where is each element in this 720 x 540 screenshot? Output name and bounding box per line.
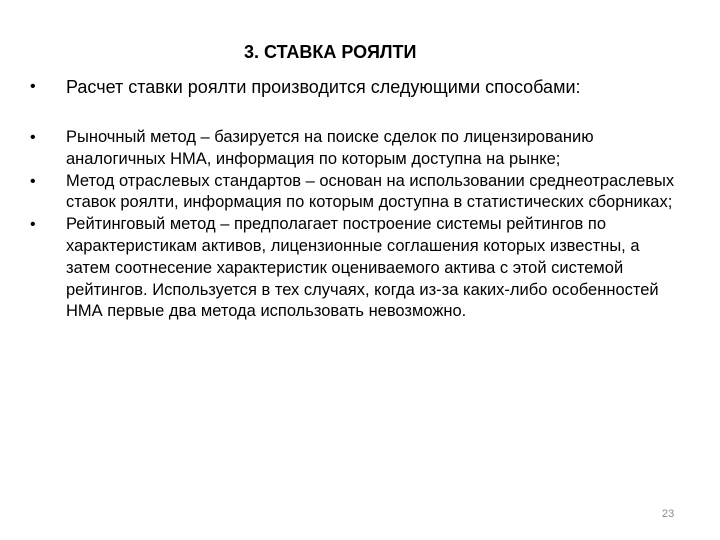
slide-title: 3. СТАВКА РОЯЛТИ (244, 42, 417, 62)
page-number: 23 (662, 508, 675, 520)
list-item (30, 127, 675, 171)
method-text: Рейтинговый метод – предполагает построение системы рейтингов по характеристикам активов, лицензионные соглашения которых известны, а затем соотнесение характеристик оцениваемого актива с этой системой рейтингов. Используется в тех случаях, когда из-за каких-либо особенностей НМА первые два метода использовать невозможно. (66, 215, 659, 321)
methods-list (30, 127, 675, 323)
method-text: Метод отраслевых стандартов – основан на использовании среднеотраслевых ставок роялти, информация по которым доступна в статистических сборниках; (66, 171, 675, 212)
bullet-icon: • (30, 216, 36, 234)
intro-paragraph (30, 75, 690, 99)
list-item (30, 214, 675, 323)
intro-text: Расчет ставки роялти производится следующими способами: (66, 77, 581, 97)
bullet-icon: • (30, 78, 36, 95)
list-item (30, 171, 675, 215)
bullet-icon: • (30, 172, 36, 190)
method-text: Рыночный метод – базируется на поиске сделок по лицензированию аналогичных НМА, информация по которым доступна на рынке; (66, 128, 594, 168)
bullet-icon: • (30, 129, 36, 146)
